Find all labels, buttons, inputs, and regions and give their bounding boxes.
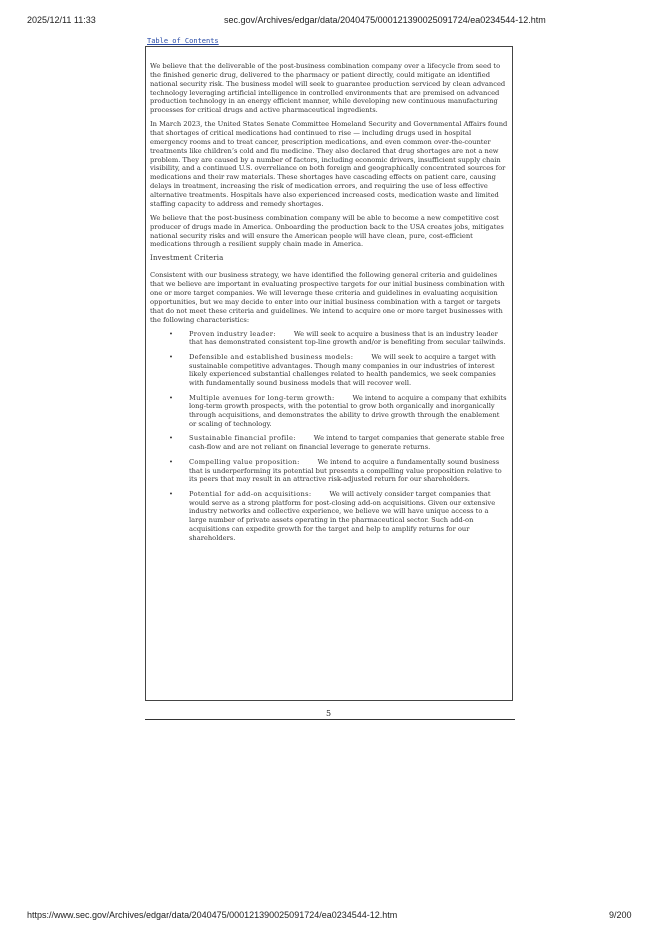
table-of-contents-link[interactable]: Table of Contents — [147, 37, 219, 45]
bullet-icon: • — [169, 457, 173, 466]
list-item — [150, 490, 508, 543]
list-item — [150, 458, 508, 485]
page-number: 5 — [326, 709, 332, 718]
footer-divider — [145, 719, 515, 720]
bullet-icon: • — [169, 393, 173, 402]
bullet-icon: • — [169, 489, 173, 498]
bullet-icon: • — [169, 329, 173, 338]
list-item — [150, 394, 508, 429]
section-heading: Investment Criteria — [150, 254, 224, 263]
criterion-title: Defensible and established business models: — [189, 352, 354, 361]
criteria-intro: Consistent with our business strategy, we have identified the following general criteria and guidelines that we believe are important in evaluating prospective targets for our initial business combination with one or more target companies. We will leverage these criteria and guidelines in evaluating acquisition opportunities, but we may decide to enter into our initial business combination with a target or targets that do not meet these criteria and guidelines. We intend to acquire one or more target businesses with the following characteristics: — [150, 271, 505, 324]
list-item — [150, 353, 508, 388]
paragraph-drug-shortages: In March 2023, the United States Senate Committee Homeland Security and Governmental Affairs found that shortages of critical medications had continued to rise — including drugs used in hospital emergency rooms and to treat cancer, prescription medications, and even common over-the-counter treatments like children’s cold and flu medicine. They also declared that drug shortages are not a new problem. They are caused by a number of factors, including economic drivers, insufficient supply chain visibility, and a continued U.S. overreliance on both foreign and geographically concentrated sources for medications and their raw materials. These shortages have cascading effects on patient care, causing delays in treatment, increasing the risk of medication errors, and requiring the use of less effective alternative treatments. Hospitals have also experienced increased costs, medication waste and limited staffing capacity to address and remedy shortages. — [150, 120, 508, 208]
criterion-text: We will actively consider target companies that would serve as a strong platform for post-closing add-on acquisitions. Given our extensive industry networks and collective experience, we believe we will have unique access to a large number of private assets operating in the pharmaceutical sector. Such add-on acquisitions can expedite growth for the target and help to amplify returns for our shareholders. — [189, 489, 496, 542]
bullet-icon: • — [169, 434, 173, 443]
criterion-text: We intend to acquire a company that exhibits long-term growth prospects, with the potential to grow both organically and inorganically through acquisitions, and demonstrates the ability to drive growth through the enablement or scaling of technology. — [189, 393, 507, 429]
print-footer-url: https://www.sec.gov/Archives/edgar/data/2040475/000121390025091724/ea0234544-12.htm — [27, 910, 398, 920]
criterion-title: Compelling value proposition: — [189, 457, 300, 466]
paragraph-business-model: We believe that the deliverable of the post-business combination company over a lifecycle from seed to the finished generic drug, delivered to the pharmacy or patient directly, could mitigate an identified national security risk. The business model will seek to guarantee production serviced by clean advanced technology leveraging artificial intelligence in controlled environments that are premised on advanced production technology in an energy efficient manner, while developing new continuous manufacturing processes for critical drugs and active pharmaceutical ingredients. — [150, 62, 506, 115]
criterion-title: Potential for add-on acquisitions: — [189, 489, 312, 498]
criterion-title: Sustainable financial profile: — [189, 434, 296, 443]
bullet-icon: • — [169, 352, 173, 361]
list-item — [150, 330, 508, 348]
criterion-text: We intend to target companies that generate stable free cash-flow and are not reliant on financial leverage to generate returns. — [189, 434, 505, 452]
print-page-indicator: 9/200 — [609, 910, 632, 920]
criterion-text: We will seek to acquire a target with sustainable competitive advantages. Though many companies in our industries of interest likely experienced substantial challenges related to health pandemics, we seek companies with fundamentally sound business models that will recover well. — [189, 352, 496, 388]
criteria-list — [150, 330, 508, 543]
criterion-text: We will seek to acquire a business that is an industry leader that has demonstrated consistent top-line growth and/or is benefiting from secular tailwinds. — [189, 329, 506, 347]
criterion-title: Multiple avenues for long-term growth: — [189, 393, 335, 402]
list-item — [150, 434, 508, 452]
criterion-text: We intend to acquire a fundamentally sound business that is underperforming its potential but presents a compelling value proposition relative to its peers that may result in an attractive risk-adjusted return for our shareholders. — [189, 457, 502, 484]
criterion-title: Proven industry leader: — [189, 329, 276, 338]
paragraph-made-in-america: We believe that the post-business combination company will be able to become a new competitive cost producer of drugs made in America. Onboarding the production back to the USA creates jobs, mitigates national security risks and will ensure the American people will have clean, pure, cost-efficient medications through a resilient supply chain made in America. — [150, 213, 504, 249]
print-datetime: 2025/12/11 11:33 — [27, 15, 96, 25]
document-body — [150, 62, 508, 548]
print-header-url: sec.gov/Archives/edgar/data/2040475/000121390025091724/ea0234544-12.htm — [224, 15, 546, 25]
